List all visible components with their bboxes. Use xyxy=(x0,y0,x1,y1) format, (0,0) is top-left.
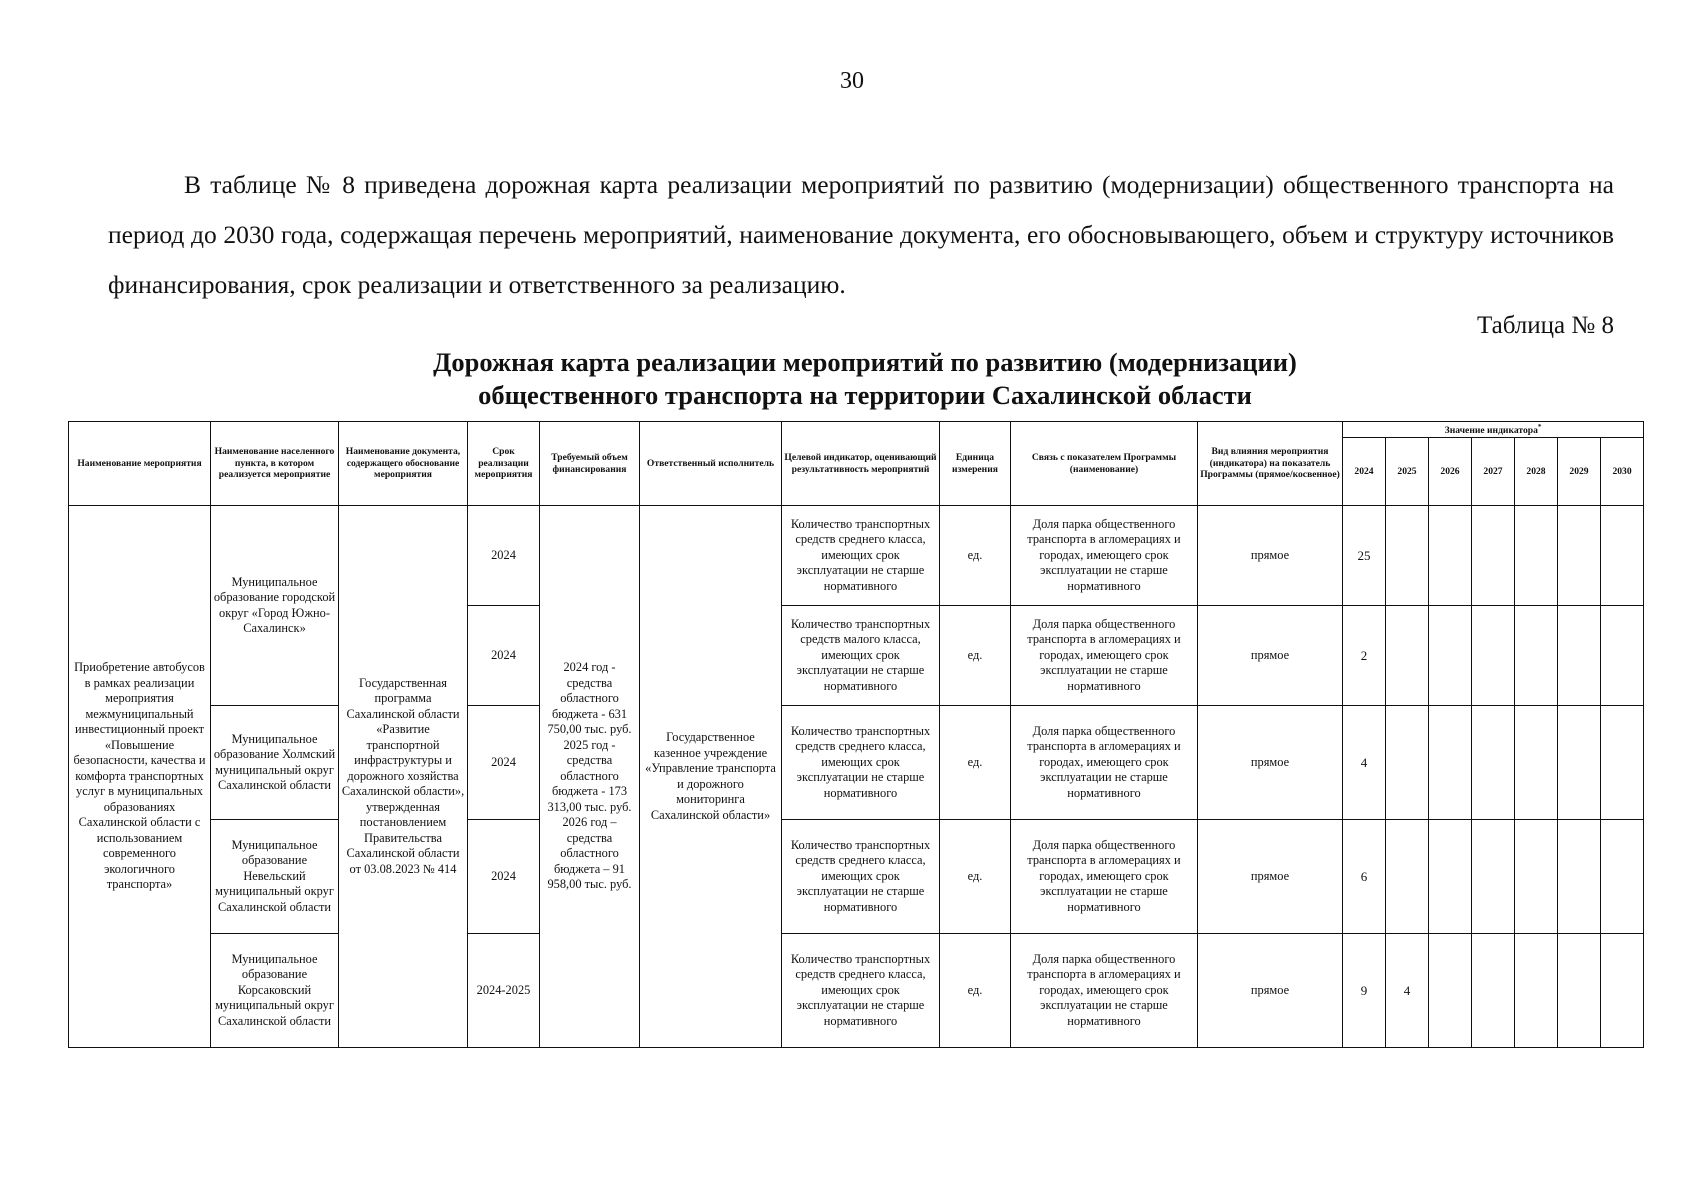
unit-cell: ед. xyxy=(940,820,1011,934)
value-2030 xyxy=(1601,820,1644,934)
value-2027 xyxy=(1472,606,1515,706)
value-2026 xyxy=(1429,606,1472,706)
value-2025 xyxy=(1386,820,1429,934)
link-cell: Доля парка общественного транспорта в агломерациях и городах, имеющего срок эксплуатации не старше нормативного xyxy=(1011,606,1198,706)
influence-cell: прямое xyxy=(1198,606,1343,706)
value-2027 xyxy=(1472,506,1515,606)
header-executor: Ответственный исполнитель xyxy=(640,422,782,506)
header-document: Наименование документа, содержащего обоснование мероприятия xyxy=(339,422,468,506)
indicator-cell: Количество транспортных средств среднего класса, имеющих срок эксплуатации не старше нормативного xyxy=(782,934,940,1048)
document-cell: Государственная программа Сахалинской области «Развитие транспортной инфраструктуры и дорожного хозяйства Сахалинской области», утвержденная постановлением Правительства Сахалинской области от 03.08.2023 № 414 xyxy=(339,506,468,1048)
table-row xyxy=(69,934,1644,1048)
header-settlement: Наименование населенного пункта, в котором реализуется мероприятие xyxy=(211,422,339,506)
funding-cell: 2024 год - средства областного бюджета - 631 750,00 тыс. руб. 2025 год - средства областного бюджета - 173 313,00 тыс. руб. 2026 год – средства областного бюджета – 91 958,00 тыс. руб. xyxy=(540,506,640,1048)
table-title-line-2: общественного транспорта на территории Сахалинской области xyxy=(478,380,1252,410)
settlement-nevelsk: Муниципальное образование Невельский муниципальный округ Сахалинской области xyxy=(211,820,339,934)
term-cell: 2024 xyxy=(468,706,540,820)
header-year-2026: 2026 xyxy=(1429,438,1472,506)
header-unit: Единица измерения xyxy=(940,422,1011,506)
header-year-2027: 2027 xyxy=(1472,438,1515,506)
unit-cell: ед. xyxy=(940,606,1011,706)
table-row xyxy=(69,506,1644,606)
header-link: Связь с показателем Программы (наименование) xyxy=(1011,422,1198,506)
value-2024: 25 xyxy=(1343,506,1386,606)
header-measure: Наименование мероприятия xyxy=(69,422,211,506)
unit-cell: ед. xyxy=(940,934,1011,1048)
header-indicator: Целевой индикатор, оценивающий результативность мероприятий xyxy=(782,422,940,506)
header-funding: Требуемый объем финансирования xyxy=(540,422,640,506)
table-title xyxy=(0,346,1704,412)
value-2028 xyxy=(1515,820,1558,934)
value-2028 xyxy=(1515,934,1558,1048)
executor-cell: Государственное казенное учреждение «Управление транспорта и дорожного мониторинга Сахалинской области» xyxy=(640,506,782,1048)
table-label: Таблица № 8 xyxy=(1476,312,1614,339)
footnote-marker: * xyxy=(1537,423,1542,432)
value-2025 xyxy=(1386,606,1429,706)
term-cell: 2024 xyxy=(468,606,540,706)
value-2026 xyxy=(1429,506,1472,606)
value-2029 xyxy=(1558,706,1601,820)
intro-paragraph: В таблице № 8 приведена дорожная карта реализации мероприятий по развитию (модернизации) общественного транспорта на период до 2030 года, содержащая перечень мероприятий, наименование документа, его обосновывающего, объем и структуру источников финансирования, срок реализации и ответственного за реализацию. xyxy=(108,170,1614,299)
header-values-group xyxy=(1343,422,1644,438)
indicator-cell: Количество транспортных средств среднего класса, имеющих срок эксплуатации не старше нормативного xyxy=(782,820,940,934)
unit-cell: ед. xyxy=(940,706,1011,820)
value-2026 xyxy=(1429,706,1472,820)
value-2029 xyxy=(1558,506,1601,606)
value-2028 xyxy=(1515,606,1558,706)
value-2030 xyxy=(1601,606,1644,706)
header-year-2030: 2030 xyxy=(1601,438,1644,506)
measure-cell: Приобретение автобусов в рамках реализации мероприятия межмуниципальный инвестиционный проект «Повышение безопасности, качества и комфорта транспортных услуг в муниципальных образованиях Сахалинской области с использованием современного экологичного транспорта» xyxy=(69,506,211,1048)
unit-cell: ед. xyxy=(940,506,1011,606)
table-row xyxy=(69,706,1644,820)
header-influence: Вид влияния мероприятия (индикатора) на показатель Программы (прямое/косвенное) xyxy=(1198,422,1343,506)
settlement-yuzhno: Муниципальное образование городской округ «Город Южно-Сахалинск» xyxy=(211,506,339,706)
influence-cell: прямое xyxy=(1198,506,1343,606)
value-2030 xyxy=(1601,506,1644,606)
settlement-kholmsk: Муниципальное образование Холмский муниципальный округ Сахалинской области xyxy=(211,706,339,820)
value-2025 xyxy=(1386,706,1429,820)
indicator-cell: Количество транспортных средств среднего класса, имеющих срок эксплуатации не старше нормативного xyxy=(782,706,940,820)
value-2024: 4 xyxy=(1343,706,1386,820)
value-2028 xyxy=(1515,706,1558,820)
table-row xyxy=(69,820,1644,934)
link-cell: Доля парка общественного транспорта в агломерациях и городах, имеющего срок эксплуатации не старше нормативного xyxy=(1011,706,1198,820)
value-2024: 6 xyxy=(1343,820,1386,934)
table-title-line-1: Дорожная карта реализации мероприятий по развитию (модернизации) xyxy=(433,347,1297,377)
settlement-korsakov: Муниципальное образование Корсаковский муниципальный округ Сахалинской области xyxy=(211,934,339,1048)
indicator-cell: Количество транспортных средств малого класса, имеющих срок эксплуатации не старше нормативного xyxy=(782,606,940,706)
influence-cell: прямое xyxy=(1198,706,1343,820)
term-cell: 2024 xyxy=(468,820,540,934)
term-cell: 2024-2025 xyxy=(468,934,540,1048)
value-2028 xyxy=(1515,506,1558,606)
influence-cell: прямое xyxy=(1198,934,1343,1048)
value-2026 xyxy=(1429,934,1472,1048)
influence-cell: прямое xyxy=(1198,820,1343,934)
header-year-2029: 2029 xyxy=(1558,438,1601,506)
link-cell: Доля парка общественного транспорта в агломерациях и городах, имеющего срок эксплуатации не старше нормативного xyxy=(1011,934,1198,1048)
indicator-cell: Количество транспортных средств среднего класса, имеющих срок эксплуатации не старше нормативного xyxy=(782,506,940,606)
page-number: 30 xyxy=(840,68,864,94)
roadmap-table xyxy=(68,421,1644,1048)
value-2027 xyxy=(1472,706,1515,820)
value-2029 xyxy=(1558,820,1601,934)
link-cell: Доля парка общественного транспорта в агломерациях и городах, имеющего срок эксплуатации не старше нормативного xyxy=(1011,506,1198,606)
value-2029 xyxy=(1558,934,1601,1048)
value-2024: 2 xyxy=(1343,606,1386,706)
header-year-2028: 2028 xyxy=(1515,438,1558,506)
value-2027 xyxy=(1472,934,1515,1048)
term-cell: 2024 xyxy=(468,506,540,606)
value-2029 xyxy=(1558,606,1601,706)
value-2030 xyxy=(1601,706,1644,820)
value-2027 xyxy=(1472,820,1515,934)
header-year-2025: 2025 xyxy=(1386,438,1429,506)
value-2030 xyxy=(1601,934,1644,1048)
value-2025: 4 xyxy=(1386,934,1429,1048)
value-2026 xyxy=(1429,820,1472,934)
header-term: Срок реализации мероприятия xyxy=(468,422,540,506)
value-2025 xyxy=(1386,506,1429,606)
link-cell: Доля парка общественного транспорта в агломерациях и городах, имеющего срок эксплуатации не старше нормативного xyxy=(1011,820,1198,934)
value-2024: 9 xyxy=(1343,934,1386,1048)
header-year-2024: 2024 xyxy=(1343,438,1386,506)
header-values-group-label: Значение индикатора xyxy=(1444,425,1538,437)
